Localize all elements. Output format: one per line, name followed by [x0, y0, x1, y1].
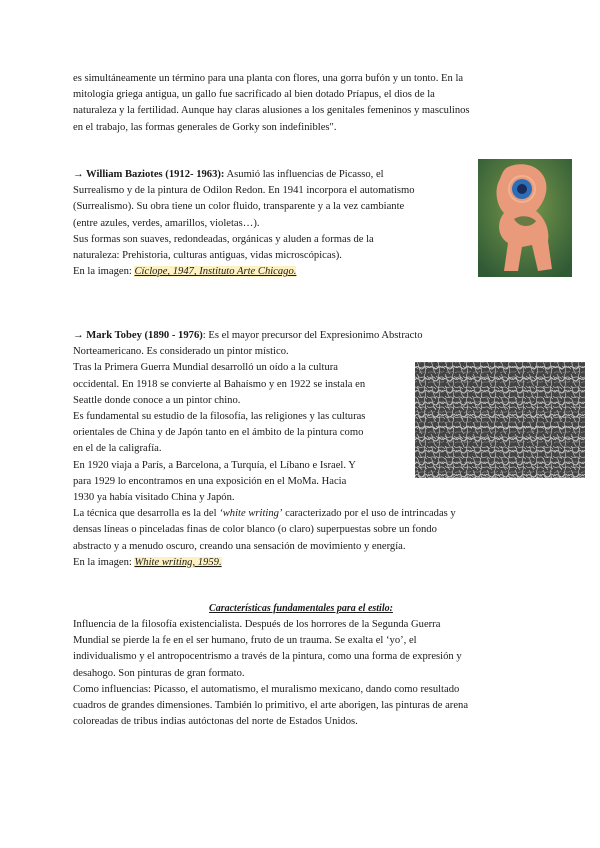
baziotes-name: → William Baziotes (1912- 1963): — [73, 169, 225, 180]
tobey-line: En 1920 viaja a París, a Barcelona, a Turquía, el Líbano e Israel. Y — [73, 459, 356, 471]
characteristics-line: Mundial se pierde la fe en el ser humano, fruto de un trauma. Se exalta el ‘yo’, el — [73, 635, 417, 647]
tobey-section — [73, 328, 456, 571]
baziotes-line: (entre azules, verdes, amarillos, violetas…). — [73, 217, 260, 229]
tobey-line: Seattle donde conoce a un pintor chino. — [73, 394, 241, 406]
tobey-line: orientales de China y de Japón tanto en el ámbito de la pintura como — [73, 427, 364, 439]
tobey-line: La técnica que desarrolla es la del — [73, 508, 220, 520]
baziotes-section — [73, 167, 415, 280]
characteristics-line: cuadros de grandes dimensiones. También lo primitivo, el arte aborigen, las pinturas de arena — [73, 700, 469, 712]
baziotes-line: Sus formas son suaves, redondeadas, orgánicas y aluden a formas de la — [73, 233, 374, 245]
tobey-line: Norteamericano. Es considerado un pintor místico. — [73, 346, 289, 358]
characteristics-line: Como influencias: Picasso, el automatismo, el muralismo mexicano, dando como resultado — [73, 683, 460, 695]
tobey-line: densas líneas o pinceladas finas de color blanco (o claro) superpuestas sobre un fondo — [73, 524, 437, 536]
cyclops-painting-svg — [478, 159, 572, 277]
cyclops-painting-image — [478, 159, 572, 277]
tobey-line: 1930 ya había visitado China y Japón. — [73, 492, 235, 504]
white-writing-painting-image — [415, 362, 585, 478]
tobey-line: abstracto y a menudo oscuro, creando una sensación de movimiento y energía. — [73, 540, 406, 552]
baziotes-line: Surrealismo y de la pintura de Odilon Redon. En 1941 incorpora el automatismo — [73, 185, 415, 197]
tobey-line: Tras la Primera Guerra Mundial desarrolló un oído a la cultura — [73, 362, 338, 374]
characteristics-line: desahogo. Son pinturas de gran formato. — [73, 667, 245, 679]
characteristics-line: individualismo y el antropocentrismo a través de la pintura, como una forma de expresión y — [73, 651, 462, 663]
tobey-line: en el de la caligrafía. — [73, 443, 162, 455]
characteristics-line: coloreadas de tribus indias autóctonas del norte de Estados Unidos. — [73, 716, 358, 728]
white-writing-term: ‘white writing’ — [219, 508, 283, 520]
intro-line: es simultáneamente un término para una planta con flores, una gorra bufón y un tonto. En la — [73, 73, 464, 84]
characteristics-line: Influencia de la filosofía existencialista. Después de los horrores de la Segunda Guerra — [73, 619, 441, 630]
tobey-line: Es fundamental su estudio de la filosofía, las religiones y las culturas — [73, 411, 366, 423]
characteristics-section — [73, 617, 468, 730]
tobey-line: occidental. En 1918 se convierte al Bahaísmo y en 1922 se instala en — [73, 378, 366, 390]
tobey-name: → Mark Tobey (1890 - 1976) — [73, 330, 203, 341]
intro-line: naturaleza y la fertilidad. Aunque hay claras alusiones a los genitales femeninos y masculinos — [73, 105, 470, 117]
intro-paragraph — [73, 71, 470, 136]
characteristics-heading-wrap — [73, 601, 529, 617]
baziotes-image-caption-link[interactable]: Cíclope, 1947, Instituto Arte Chicago. — [134, 266, 297, 278]
intro-line: mitología griega antigua, un gallo fue sacrificado al bien dotado Príapus, el dios de la — [73, 89, 435, 101]
white-writing-painting-svg — [415, 362, 585, 478]
tobey-line: caracterizado por el uso de intrincadas y — [282, 508, 456, 520]
intro-line: en el trabajo, las formas generales de Gorky son indefinibles". — [73, 121, 337, 133]
tobey-line: para 1929 lo encontramos en una exposición en el MoMa. Hacia — [73, 475, 347, 487]
baziotes-line: Asumió las influencias de Picasso, el — [224, 169, 384, 180]
tobey-image-prefix: En la imagen: — [73, 556, 135, 568]
tobey-line: : Es el mayor precursor del Expresionimo Abstracto — [202, 330, 423, 341]
tobey-image-caption-link[interactable]: White writing, 1959. — [134, 556, 222, 568]
baziotes-line: (Surrealismo). Su obra tiene un color fluido, transparente y a la vez cambiante — [73, 201, 405, 213]
baziotes-line: naturaleza: Prehistoria, culturas antiguas, vidas microscópicas). — [73, 250, 342, 262]
characteristics-heading: Características fundamentales para el estilo: — [209, 603, 393, 614]
baziotes-image-prefix: En la imagen: — [73, 266, 135, 278]
